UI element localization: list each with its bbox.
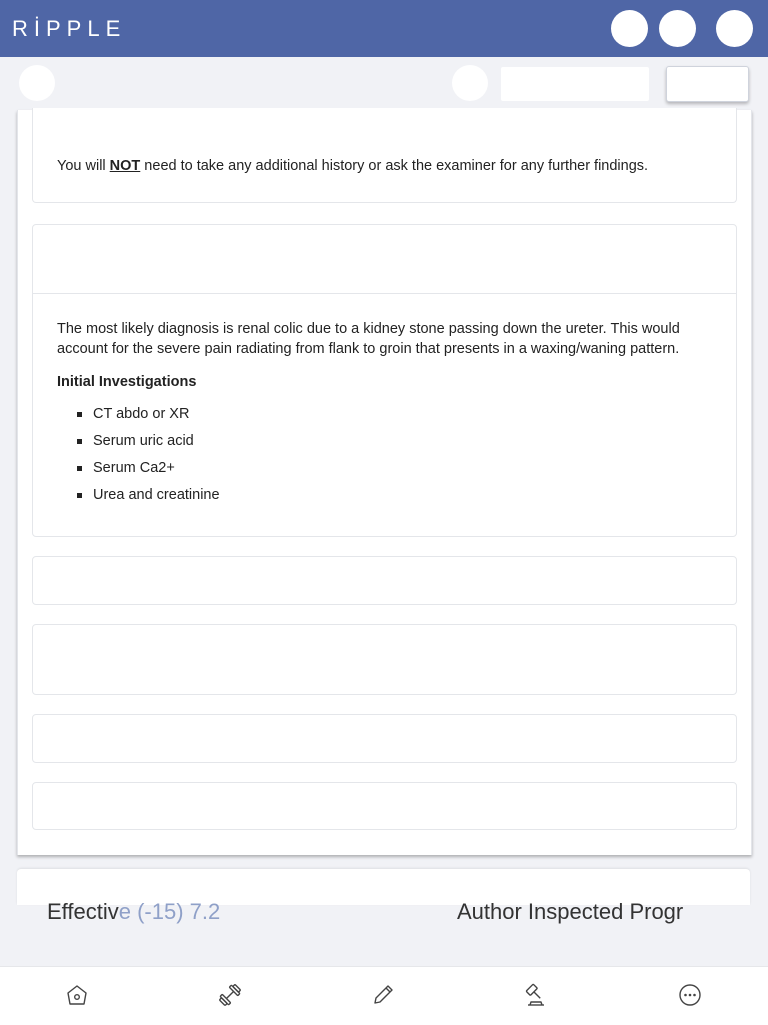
bullet-icon bbox=[77, 439, 82, 444]
collapsed-panel-1[interactable] bbox=[32, 556, 737, 605]
bullet-icon bbox=[77, 466, 82, 471]
app-logo[interactable]: RİPPLE bbox=[12, 16, 127, 41]
bullet-icon bbox=[77, 412, 82, 417]
gavel-icon bbox=[523, 982, 549, 1008]
author-inspected-title: Author Inspected Progr bbox=[457, 899, 684, 924]
top-app-bar bbox=[0, 0, 768, 57]
toolbar-avatar-button[interactable] bbox=[19, 65, 55, 101]
instructions-text: You will NOT need to take any additional history or ask the examiner for any further findings. bbox=[57, 158, 649, 174]
more-icon bbox=[677, 982, 703, 1008]
nav-more[interactable] bbox=[677, 982, 703, 1008]
investigations-heading: Initial Investigations bbox=[57, 374, 197, 390]
nav-moderate[interactable] bbox=[523, 982, 549, 1008]
collapsed-panel-4[interactable] bbox=[32, 782, 737, 830]
topbar-action-2[interactable] bbox=[659, 10, 696, 47]
investigations-list bbox=[57, 405, 712, 506]
question-card bbox=[17, 110, 752, 855]
list-item: Urea and creatinine bbox=[75, 486, 712, 506]
collapsed-panel-2[interactable] bbox=[32, 624, 737, 695]
topbar-action-1[interactable] bbox=[611, 10, 648, 47]
list-item: Serum uric acid bbox=[75, 432, 712, 452]
list-item: CT abdo or XR bbox=[75, 405, 712, 425]
topbar-action-3[interactable] bbox=[716, 10, 753, 47]
stats-card bbox=[17, 869, 750, 924]
bottom-nav bbox=[0, 966, 768, 1025]
answer-panel bbox=[32, 224, 737, 537]
toolbar-button[interactable] bbox=[666, 66, 749, 102]
nav-practice[interactable] bbox=[217, 982, 243, 1008]
dumbbell-icon bbox=[217, 982, 243, 1008]
pencil-icon bbox=[370, 982, 396, 1008]
home-icon bbox=[64, 982, 90, 1008]
toolbar-round-button[interactable] bbox=[452, 65, 488, 101]
nav-home[interactable] bbox=[64, 982, 90, 1008]
answer-panel-header[interactable] bbox=[33, 225, 736, 294]
toolbar-field[interactable] bbox=[501, 67, 649, 101]
bullet-icon bbox=[77, 493, 82, 498]
answer-panel-body bbox=[33, 294, 736, 505]
list-item: Serum Ca2+ bbox=[75, 459, 712, 479]
collapsed-panel-3[interactable] bbox=[32, 714, 737, 763]
diagnosis-text: The most likely diagnosis is renal colic due to a kidney stone passing down the ureter. This would account for the severe pain radiating from flank to groin that presents in a waxing/waning pattern. bbox=[57, 321, 680, 357]
nav-create[interactable] bbox=[370, 982, 396, 1008]
instructions-panel bbox=[32, 108, 737, 203]
not-emphasis: NOT bbox=[109, 158, 141, 174]
effectiveness-title: Effective (-15) 7.2 bbox=[47, 899, 221, 924]
secondary-toolbar bbox=[0, 57, 768, 110]
